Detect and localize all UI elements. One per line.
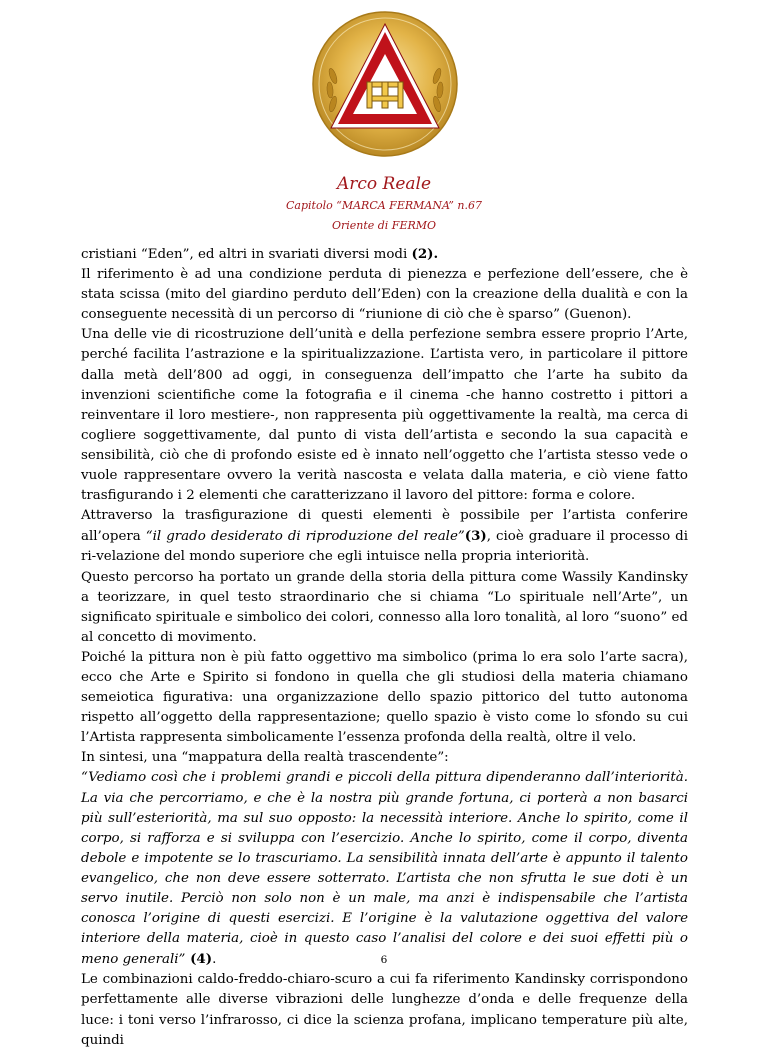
footnote-ref: (4)	[185, 951, 213, 968]
quote: “il grado desiderato di riproduzione del reale”	[145, 529, 465, 545]
paragraph: cristiani “Eden”, ed altri in svariati diversi modi (2).	[81, 246, 439, 262]
body-text	[81, 244, 688, 1051]
paragraph: Questo percorso ha portato un grande della storia della pittura come Wassily Kandinsky a teorizzare, in quel testo straordinario che si chiama “Lo spirituale nell’Arte”, un significato spirituale e simbolico dei colori, connesso alla loro tonalità, al loro “suono” ed al concetto di movimento.	[81, 569, 688, 645]
header-orient: Oriente di FERMO	[331, 219, 437, 232]
royal-arch-emblem	[311, 10, 459, 158]
footnote-ref: (3)	[464, 528, 487, 545]
paragraph: Una delle vie di ricostruzione dell’unità e della perfezione sembra essere proprio l’Arte, perché facilita l’astrazione e la spiritualizzazione. L’artista vero, in particolare il pittore dalla metà dell’800 ad oggi, in conseguenza dell’impatto che l’arte ha subito da invenzioni scientifiche come la fotografia e il cinema -che hanno costretto i pittori a reinventare il loro mestiere-, non rappresenta più oggettivamente la realtà, ma cerca di cogliere soggettivamente, dal punto di vista dell’artista e secondo la sua capacità e sensibilità, ciò che di profondo esiste ed è innato nell’oggetto che l’artista stesso vede o vuole rappresentare ovvero la verità nascosta e velata dalla materia, e ciò viene fatto trasfigurando i 2 elementi che caratterizzano il lavoro del pittore: forma e colore.	[81, 327, 688, 504]
paragraph: Poiché la pittura non è più fatto oggettivo ma simbolico (prima lo era solo l’arte sacra), ecco che Arte e Spirito si fondono in quella che gli studiosi della materia chiamano semeiotica figurativa: una organizzazione dello spazio pittorico del tutto autonoma rispetto all’oggetto della rappresentazione; quello spazio è visto come lo sfondo su cui l’Artista rappresenta simbolicamente l’essenza profonda della realtà, oltre il velo.	[81, 649, 688, 746]
paragraph: Attraverso la trasfigurazione di questi elementi è possibile per l’artista conferire all’opera “il grado desiderato di riproduzione del reale”(3), cioè graduare il processo di ri-velazione del mondo superiore che egli intuisce nella propria interiorità.	[81, 508, 689, 565]
header-title: Arco Reale	[336, 174, 432, 194]
paragraph: In sintesi, una “mappatura della realtà trascendente”:	[81, 750, 449, 766]
footnote-ref: (2).	[411, 246, 439, 262]
header-chapter: Capitolo “MARCA FERMANA” n.67	[286, 199, 482, 212]
paragraph: Le combinazioni caldo-freddo-chiaro-scuro a cui fa riferimento Kandinsky corrispondono perfettamente alle diverse vibrazioni delle lunghezze d’onda e delle frequenze della luce: i toni verso l’infrarosso, ci dice la scienza profana, implicano temperature più alte, quindi	[81, 972, 688, 1048]
paragraph: Il riferimento è ad una condizione perduta di pienezza e perfezione dell’essere, che è stata scissa (mito del giardino perduto dell’Eden) con la creazione della dualità e con la conseguente necessità di un percorso di “riunione di ciò che è sparso” (Guenon).	[81, 267, 688, 323]
page-number: 6	[380, 954, 388, 966]
quote: “Vediamo così che i problemi grandi e piccoli della pittura dipenderanno dall’interiorità. La via che percorriamo, e che è la nostra più grande fortuna, ci porterà a non basarci più sull’esteriorità, ma sul suo opposto: la necessità interiore. Anche lo spirito, come il corpo, si rafforza e si sviluppa con l’esercizio. Anche lo spirito, come il corpo, diventa debole e impotente se lo trascuriamo. La sensibilità innata dell’arte è appunto il talento evangelico, che non deve essere sotterrato. L’artista che non sfrutta le sue doti è un servo inutile. Perciò non solo non è un male, ma anzi è indispensabile che l’artista conosca l’origine di questi esercizi. E l’origine è la valutazione oggettiva del valore interiore della materia, cioè in questo caso l’analisi del colore e dei suoi effetti più o meno generali”	[81, 770, 688, 968]
paragraph: “Vediamo così che i problemi grandi e piccoli della pittura dipenderanno dall’interiorità. La via che percorriamo, e che è la nostra più grande fortuna, ci porterà a non basarci più sull’esteriorità, ma sul suo opposto: la necessità interiore. Anche lo spirito, come il corpo, si rafforza e si sviluppa con l’esercizio. Anche lo spirito, come il corpo, diventa debole e impotente se lo trascuriamo. La sensibilità innata dell’arte è appunto il talento evangelico, che non deve essere sotterrato. L’artista che non sfrutta le sue doti è un servo inutile. Perciò non solo non è un male, ma anzi è indispensabile che l’artista conosca l’origine di questi esercizi. E l’origine è la valutazione oggettiva del valore interiore della materia, cioè in questo caso l’analisi del colore e dei suoi effetti più o meno generali” (4).	[81, 770, 688, 968]
